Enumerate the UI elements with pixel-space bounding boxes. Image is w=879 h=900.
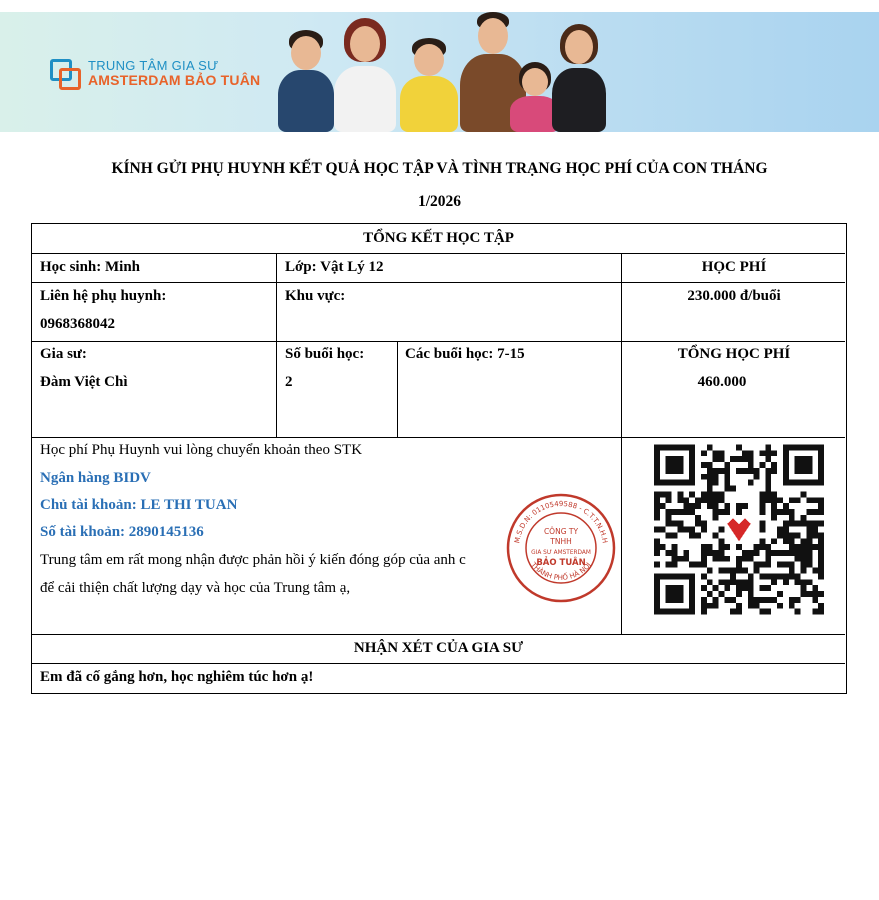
sessions-label: Số buổi học: [285, 346, 365, 362]
stamp-line3: GIA SƯ AMSTERDAM [531, 550, 591, 556]
tutor-name: Đàm Việt Chì [40, 374, 128, 390]
logo-line1: TRUNG TÂM GIA SƯ [88, 58, 219, 73]
student-name: Học sinh: Minh [40, 259, 141, 275]
session-dates: Các buổi học: 7-15 [405, 346, 525, 362]
fee-per-session: 230.000 đ/buổi [687, 288, 781, 304]
stamp-outer-text: M.S.D.N: 0110549588 - C.T.T.N.H.H [513, 499, 609, 544]
tutor-comment: Em đã cố gắng hơn, học nghiêm túc hơn ạ! [40, 669, 314, 685]
banner-people-photo [270, 32, 610, 132]
feedback-line2: để cải thiện chất lượng dạy và học của Trung tâm ạ, [40, 580, 351, 596]
sessions-count: 2 [285, 374, 293, 390]
header-banner [0, 12, 879, 132]
feedback-line1: Trung tâm em rất mong nhận được phản hồi ý kiến đóng góp của anh c [40, 552, 466, 568]
total-fee-label: TỔNG HỌC PHÍ [677, 346, 791, 362]
payment-qr-code [654, 442, 824, 617]
comments-header: NHẬN XÉT CỦA GIA SƯ [353, 640, 524, 656]
tutor-label: Gia sư: [40, 346, 87, 362]
logo-mark-icon [50, 59, 80, 87]
center-logo [50, 58, 260, 88]
area-label: Khu vực: [285, 288, 346, 304]
fee-header: HỌC PHÍ [701, 259, 767, 275]
stamp-line2: TNHH [550, 537, 572, 546]
stamp-line4: BẢO TUÂN [536, 558, 586, 568]
stamp-bottom-text: THÀNH PHỐ HÀ NỘI [529, 561, 593, 582]
report-title: KÍNH GỬI PHỤ HUYNH KẾT QUẢ HỌC TẬP VÀ TÌNH TRẠNG HỌC PHÍ CỦA CON THÁNG [111, 160, 768, 177]
payment-instruction: Học phí Phụ Huynh vui lòng chuyển khoản theo STK [40, 442, 363, 458]
report-month: 1/2026 [417, 193, 462, 210]
report-table [31, 223, 847, 694]
account-holder: Chủ tài khoản: LE THI TUAN [40, 497, 238, 513]
account-number: Số tài khoản: 2890145136 [40, 524, 204, 540]
total-fee-value: 460.000 [697, 374, 747, 390]
company-stamp-icon [505, 492, 617, 604]
parent-contact-label: Liên hệ phụ huynh: [40, 288, 167, 304]
parent-contact-value: 0968368042 [40, 316, 115, 332]
summary-header: TỔNG KẾT HỌC TẬP [363, 230, 514, 246]
logo-line2: AMSTERDAM BẢO TUÂN [88, 72, 261, 88]
stamp-line1: CÔNG TY [543, 527, 579, 536]
bank-name: Ngân hàng BIDV [40, 470, 151, 486]
class-name: Lớp: Vật Lý 12 [285, 259, 384, 275]
